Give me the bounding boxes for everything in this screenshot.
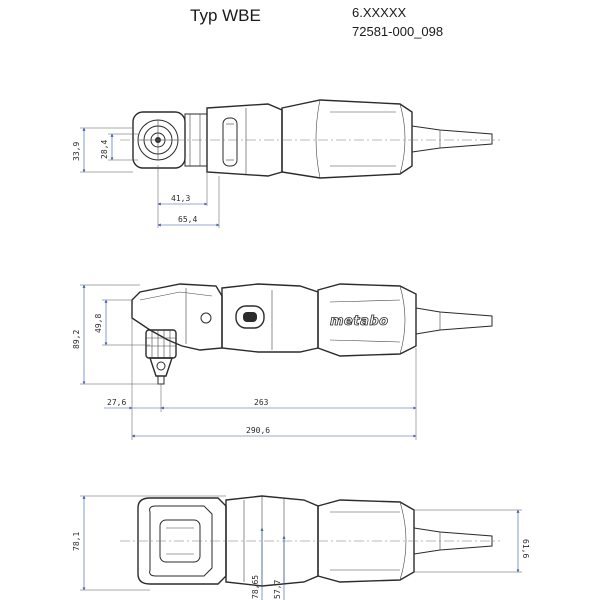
dim-49-8: 49,8 — [94, 313, 103, 333]
dim-57-7: 57,7 — [273, 579, 282, 599]
drill-chuck-side — [146, 330, 176, 384]
drawing-number: 72581-000_098 — [352, 24, 444, 39]
motor-body-side — [318, 284, 416, 356]
dim-78-1: 78,1 — [72, 531, 81, 551]
motor-body-top — [282, 100, 412, 178]
dim-263: 263 — [254, 398, 269, 407]
switch-housing-side — [222, 284, 318, 352]
type-title: Typ WBE — [190, 6, 261, 25]
dim-78-65: 78,65 — [251, 574, 260, 599]
bottom-view — [72, 496, 530, 600]
dim-27-6: 27,6 — [107, 398, 127, 407]
dim-290-6: 290,6 — [246, 426, 271, 435]
metabo-logo: metabo — [330, 314, 389, 329]
dim-33-9: 33,9 — [72, 141, 81, 161]
side-view — [72, 284, 492, 440]
dim-65-4: 65,4 — [178, 215, 198, 224]
cable-side — [416, 308, 492, 334]
article-number: 6.XXXXX — [352, 5, 407, 20]
dim-41-3: 41,3 — [171, 194, 191, 203]
cable-top — [412, 126, 492, 152]
dim-61-6: 61,6 — [521, 539, 530, 559]
top-view — [72, 100, 500, 228]
dim-28-4: 28,4 — [100, 139, 109, 159]
dim-89-2: 89,2 — [72, 329, 81, 349]
